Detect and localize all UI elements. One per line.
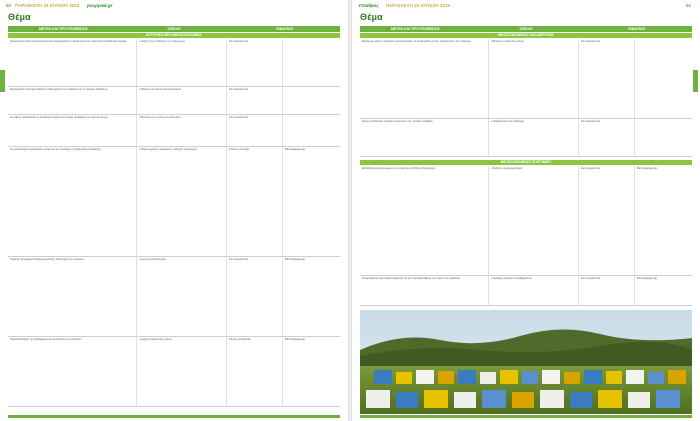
table-cell: Εκπαίδευση μελισσοκόμων σε σύγχρονες μεθόδους διαχείρισης. (362, 167, 437, 170)
table-row (8, 39, 340, 87)
table-cell: Η κυψέλη τοποθετείται σε κατάλληλο σημείο με επαρκή πρόσβαση σε νερό και τροφή. (10, 116, 109, 119)
left-col-head-3: ΚΙΝΔΥΝΟΙ (276, 27, 294, 31)
table-cell: Εφαρμογή καλών πρακτικών μελισσοκομίας σε συνεργασία με τους παραγωγούς της περιοχής. (362, 40, 472, 43)
left-page (0, 0, 348, 421)
right-running-head (358, 3, 450, 12)
table-cell: Μέσα Εφαρμογής (634, 276, 690, 305)
table-cell: Χρησιμοποιούνται μελισσοσμήνη από εγκεκριμένους παραγωγούς και τηρούνται τα κατάλληλα αρχεία. (10, 40, 127, 43)
right-brand: Υπαιθρος (358, 3, 379, 8)
table-cell: Εφαρμόζεται σύστημα τακτικής επιθεώρησης των κυψελών για τον έλεγχο ασθενειών. (10, 88, 109, 91)
left-column-header (8, 26, 340, 32)
left-col-head-2: ΟΦΕΛΗ (167, 27, 181, 31)
right-table-1 (360, 39, 692, 157)
right-col-head-1: ΜΕΤΡΑ ΚΑΙ ΠΡΟΥΠΟΘΕΣΕΙΣ (390, 27, 440, 31)
right-group-bar-2: ΜΕΛΙΣΣΟΚΟΜΙΚΕΣ ΕΠΙΣΤΗΜΕΣ (360, 160, 692, 165)
right-column-header (360, 26, 692, 32)
table-cell: Δεν αναμένονται (578, 166, 634, 275)
left-col-head-1: ΜΕΤΡΑ ΚΑΙ ΠΡΟΥΠΟΘΕΣΕΙΣ (38, 27, 88, 31)
table-cell: • Ισχυρά μελισσοσμήνη (136, 257, 226, 336)
table-cell: Δεν αναμένονται (578, 276, 634, 305)
table-cell: Χρήση ανθεκτικών ποικιλιών μελισσών στις τοπικές συνθήκες. (362, 120, 434, 123)
table-cell: • Ανθεκτικότητα σε ασθένειες (488, 119, 578, 156)
left-table (8, 39, 340, 407)
table-cell: Δεν αναμένονται (578, 119, 634, 156)
table-cell: Οι μελισσοκόμοι εφαρμόζουν μέτρα για την πρόληψη της βαρροϊκής ακαρίασης. (10, 148, 102, 151)
table-cell: Δεν αναμένονται (226, 115, 282, 146)
right-bottom-rule (360, 415, 692, 418)
table-row (8, 115, 340, 147)
table-cell: Μέσα Εφαρμογής (634, 166, 690, 275)
table-cell: Παρακολούθηση της ανθοφορίας και μετακίνηση των κυψελών. (10, 338, 83, 341)
right-issue-date: ΠΑΡΑΣΚΕΥΗ 26 ΙΟΥΝΙΟΥ 2015 (385, 3, 450, 8)
left-bottom-rule (8, 415, 340, 418)
left-section-title: Θέμα (8, 12, 31, 22)
left-group-bar: ΑΓΡΟΤΙΚΟ ΜΕΛΙ ΜΕΛΙΣΣΟΚΟΜΙΑΣ (8, 33, 340, 38)
table-row (8, 257, 340, 337)
table-cell: Δεν αναμένονται (226, 257, 282, 336)
table-cell (634, 39, 690, 118)
right-page-number: 51 (685, 3, 691, 8)
beehives-photo (360, 310, 692, 414)
right-col-head-3: ΚΙΝΔΥΝΟΙ (628, 27, 646, 31)
table-row (8, 337, 340, 407)
table-cell: Συνεργασία με ερευνητικά ιδρύματα για την παρακολούθηση της υγείας των μελισσών. (362, 277, 462, 280)
right-section-title: Θέμα (360, 12, 383, 22)
table-cell: Μέσα Εφαρμογής (282, 337, 338, 406)
table-cell: Τηρείται πρόγραμμα συμπληρωματικής διατροφής των μελισσών. (10, 258, 86, 261)
right-col-head-2: ΟΦΕΛΗ (519, 27, 533, 31)
table-cell (282, 87, 338, 114)
left-issue-date: ΠΑΡΑΣΚΕΥΗ 26 ΙΟΥΝΙΟΥ 2015 (15, 3, 80, 8)
table-cell: Δεν αναμένονται (226, 39, 282, 86)
table-cell: • Αύξηση παραγωγής μελιού (136, 337, 226, 406)
beehive-row-front (366, 390, 680, 408)
table-cell (282, 115, 338, 146)
table-row (8, 147, 340, 257)
table-cell: • Αύξηση της απόδοσης της παραγωγής (136, 39, 226, 86)
table-cell: • Έγκαιρη ανίχνευση προβλημάτων (488, 276, 578, 305)
right-page-number-wrap (686, 3, 694, 12)
table-cell: Δεν αναμένονται (226, 87, 282, 114)
right-edge-tab (693, 70, 698, 92)
right-table-2 (360, 166, 692, 306)
left-page-number: 50 (6, 3, 12, 8)
table-row (360, 39, 692, 119)
table-row (360, 276, 692, 306)
left-brand: γεωργικά.gr (86, 3, 113, 8)
table-cell (282, 39, 338, 86)
left-running-head (6, 3, 112, 12)
table-cell: Μέσα Εφαρμογής (282, 147, 338, 256)
table-cell (634, 119, 690, 156)
right-page (352, 0, 700, 421)
table-cell: • Βελτίωση ποιότητας μελιού (488, 39, 578, 118)
table-cell: • Αύξηση παραγωγικότητας (488, 166, 578, 275)
table-row (360, 119, 692, 157)
table-row (360, 166, 692, 276)
table-cell: • Μείωση χρήσης φαρμάκων • Αύξηση παραγωγής (136, 147, 226, 256)
beehive-row (374, 370, 686, 384)
table-row (8, 87, 340, 115)
table-cell: • Μείωση απωλειών μελισσοσμηνών (136, 87, 226, 114)
table-cell: Κόστος μεταφοράς (226, 337, 282, 406)
table-cell: • Βελτίωση της υγείας των μελισσών (136, 115, 226, 146)
beehives-photo-svg (360, 310, 692, 414)
table-cell: Μέσα Εφαρμογής (282, 257, 338, 336)
table-cell: Κινδυνος αντοχής (226, 147, 282, 256)
table-cell: Δεν αναμένονται (578, 39, 634, 118)
right-group-bar-1: ΜΕΛΙΣΣΟΚΟΜΙΚΕΣ ΚΑΛΛΙΕΡΓΕΙΕΣ (360, 33, 692, 38)
left-edge-tab (0, 70, 5, 92)
